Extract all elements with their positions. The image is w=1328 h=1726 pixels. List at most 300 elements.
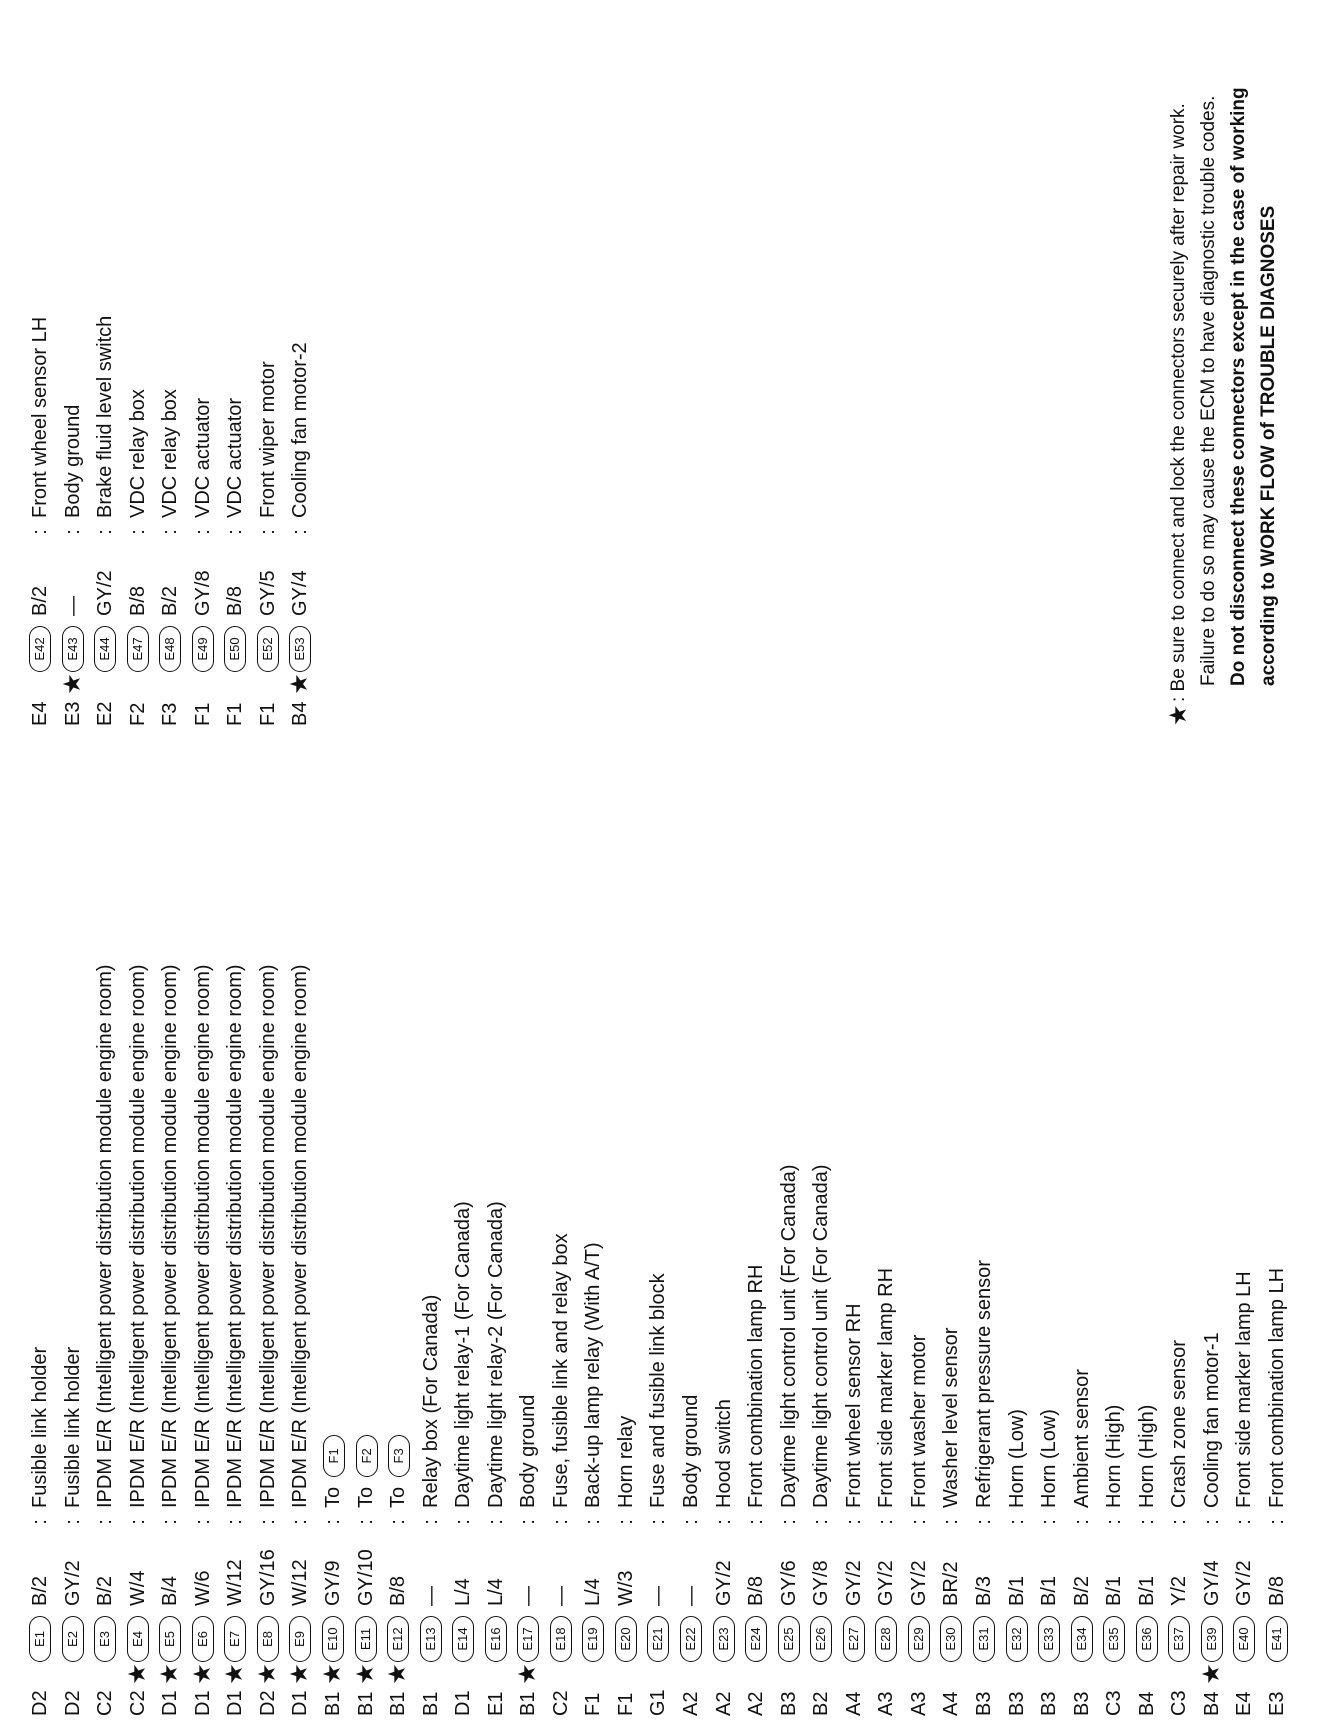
description-text: Front combination lamp RH	[745, 1264, 768, 1508]
connector-id: E27	[843, 1616, 865, 1662]
connector-description	[154, 964, 186, 1508]
note-line-2: Failure to do so may cause the ECM to have diagnostic trouble codes.	[1198, 95, 1219, 686]
grid-ref: D1	[159, 1690, 182, 1716]
connector-id: E23	[713, 1616, 735, 1662]
grid-ref: C2	[94, 1690, 117, 1716]
separator: :	[680, 1519, 702, 1525]
grid-ref: A4	[940, 1691, 963, 1716]
connector-description	[154, 389, 186, 518]
connector-color: GY/4	[289, 570, 312, 616]
grid-ref: F1	[614, 1692, 637, 1716]
connector-color: B/4	[159, 1575, 182, 1606]
connector-color: B/2	[29, 1575, 51, 1606]
connector-color: GY/2	[712, 1560, 735, 1606]
grid-ref: B3	[1070, 1691, 1093, 1716]
connector-color: —	[549, 1586, 572, 1606]
description-text: To	[321, 1486, 344, 1508]
separator: :	[387, 1519, 410, 1525]
connector-description	[903, 1335, 935, 1508]
connector-id: E42	[29, 626, 51, 672]
separator: :	[94, 1519, 117, 1525]
separator: :	[1103, 1519, 1126, 1525]
grid-ref: C2	[126, 1690, 149, 1716]
connector-description	[187, 964, 219, 1508]
description-text: Daytime light control unit (For Canada)	[777, 1164, 800, 1508]
separator: :	[875, 1519, 898, 1525]
connector-id: E17	[517, 1616, 539, 1662]
connector-color: GY/9	[321, 1560, 344, 1606]
connector-id: E39	[1201, 1616, 1223, 1662]
grid-ref: E1	[484, 1691, 507, 1716]
note-line-4: according to WORK FLOW of TROUBLE DIAGNOSES	[1258, 205, 1279, 686]
grid-ref: E4	[29, 701, 51, 726]
connector-id: E18	[550, 1616, 572, 1662]
connector-description	[57, 1347, 89, 1508]
connector-color: GY/4	[1200, 1560, 1223, 1606]
grid-ref: C3	[1103, 1690, 1126, 1716]
connector-description	[57, 405, 89, 518]
connector-id: E11	[355, 1616, 377, 1662]
description-text: VDC actuator	[224, 397, 247, 518]
separator: :	[224, 1519, 247, 1525]
separator: :	[1168, 1519, 1191, 1525]
description-text: IPDM E/R (Intelligent power distribution module engine room)	[159, 964, 182, 1508]
connector-id: E8	[257, 1616, 279, 1662]
star-icon: ★	[253, 1663, 281, 1685]
connector-id: E49	[192, 626, 214, 672]
connector-id: E28	[875, 1616, 897, 1662]
grid-ref: F1	[191, 702, 214, 726]
grid-ref: B4	[1200, 1691, 1223, 1716]
description-text: Washer level sensor	[940, 1327, 963, 1508]
grid-ref: G1	[647, 1689, 670, 1716]
grid-ref: B1	[354, 1691, 377, 1716]
connector-description	[512, 1395, 544, 1508]
description-text: VDC relay box	[159, 389, 182, 518]
connector-id: E22	[680, 1616, 702, 1662]
connector-color: B/1	[1005, 1575, 1028, 1606]
grid-ref: B3	[1005, 1691, 1028, 1716]
connector-color: —	[647, 1586, 670, 1606]
connector-description	[1163, 1340, 1195, 1508]
connector-description	[89, 316, 121, 518]
connector-color: B/1	[1135, 1575, 1158, 1606]
description-text: Ambient sensor	[1070, 1369, 1093, 1508]
grid-ref: B1	[387, 1691, 410, 1716]
grid-ref: F2	[126, 702, 149, 726]
connector-color: —	[61, 596, 84, 616]
connector-description	[415, 1295, 447, 1508]
connector-description	[642, 1273, 674, 1508]
connector-id: E33	[1038, 1616, 1060, 1662]
connector-id: E35	[1103, 1616, 1125, 1662]
star-icon: ★	[58, 673, 86, 695]
star-icon: ★	[123, 1663, 151, 1685]
separator: :	[1070, 1519, 1093, 1525]
connector-description	[1066, 1369, 1098, 1508]
connector-description	[1001, 1409, 1033, 1508]
connector-id: E48	[159, 626, 181, 672]
connector-description	[350, 1435, 382, 1508]
connector-color: GY/2	[1233, 1560, 1256, 1606]
separator: :	[94, 529, 117, 535]
grid-ref: D1	[452, 1690, 475, 1716]
description-text: IPDM E/R (Intelligent power distribution module engine room)	[94, 964, 117, 1508]
separator: :	[484, 1519, 507, 1525]
connector-id: E50	[224, 626, 246, 672]
connector-color: B/2	[29, 585, 51, 616]
grid-ref: B3	[972, 1691, 995, 1716]
description-text: Cooling fan motor-1	[1200, 1332, 1223, 1508]
connector-id: E14	[452, 1616, 474, 1662]
separator: :	[29, 1519, 51, 1525]
connector-color: W/12	[289, 1559, 312, 1606]
grid-ref: B1	[419, 1691, 442, 1716]
connector-id: E52	[257, 626, 279, 672]
connector-id: E34	[1071, 1616, 1093, 1662]
connector-description	[935, 1328, 967, 1508]
connector-description	[1261, 1268, 1293, 1508]
grid-ref: D2	[256, 1690, 279, 1716]
grid-ref: B2	[810, 1691, 833, 1716]
connector-color: B/2	[159, 585, 182, 616]
connector-id: E40	[1233, 1616, 1255, 1662]
description-text: Horn (Low)	[1038, 1409, 1061, 1508]
star-icon: ★	[286, 1663, 314, 1685]
connector-id: E37	[1168, 1616, 1190, 1662]
description-text: Fuse, fusible link and relay box	[549, 1233, 572, 1508]
connector-color: GY/10	[354, 1549, 377, 1606]
separator: :	[1265, 1519, 1288, 1525]
connector-description	[1196, 1332, 1228, 1508]
connector-color: B/1	[1038, 1575, 1061, 1606]
separator: :	[191, 1519, 214, 1525]
star-icon: ★	[351, 1663, 379, 1685]
connector-color: GY/2	[842, 1560, 865, 1606]
connector-id: E19	[582, 1616, 604, 1662]
separator: :	[321, 1519, 344, 1525]
grid-ref: A3	[907, 1691, 930, 1716]
star-icon: ★	[1197, 1663, 1225, 1685]
separator: :	[159, 529, 182, 535]
grid-ref: C3	[1168, 1690, 1191, 1716]
connector-id: E5	[159, 1616, 181, 1662]
connector-description	[968, 1260, 1000, 1508]
connector-color: B/2	[1070, 1575, 1093, 1606]
separator: :	[1233, 1519, 1256, 1525]
separator: :	[517, 1519, 540, 1525]
connector-description	[675, 1395, 707, 1508]
connector-description	[252, 361, 284, 518]
connector-color: GY/16	[256, 1549, 279, 1606]
connector-description	[24, 317, 56, 518]
grid-ref: D2	[61, 1690, 84, 1716]
separator: :	[972, 1519, 995, 1525]
connector-id: E26	[810, 1616, 832, 1662]
separator: :	[810, 1519, 833, 1525]
separator: :	[126, 529, 149, 535]
connector-description	[740, 1265, 772, 1508]
connector-id: E41	[1266, 1616, 1288, 1662]
grid-ref: D2	[29, 1690, 51, 1716]
description-text: Crash zone sensor	[1168, 1340, 1191, 1508]
separator: :	[61, 1519, 84, 1525]
grid-ref: F3	[159, 702, 182, 726]
separator: :	[191, 529, 214, 535]
connector-description	[870, 1268, 902, 1508]
description-text: Fuse and fusible link block	[647, 1273, 670, 1508]
grid-ref: D1	[289, 1690, 312, 1716]
connector-id: E9	[289, 1616, 311, 1662]
description-text: Front side marker lamp RH	[875, 1267, 898, 1508]
connector-description	[1098, 1405, 1130, 1508]
connector-color: GY/8	[191, 570, 214, 616]
connector-id: E7	[224, 1616, 246, 1662]
connector-description	[1033, 1409, 1065, 1508]
separator: :	[159, 1519, 182, 1525]
grid-ref: E3	[61, 701, 84, 726]
connector-color: B/8	[1265, 1575, 1288, 1606]
connector-id: E25	[778, 1616, 800, 1662]
grid-ref: F1	[582, 1692, 605, 1716]
separator: :	[61, 529, 84, 535]
grid-ref: B1	[321, 1691, 344, 1716]
separator: :	[777, 1519, 800, 1525]
separator: :	[647, 1519, 670, 1525]
separator: :	[1200, 1519, 1223, 1525]
grid-ref: E4	[1233, 1691, 1256, 1716]
connector-color: B/8	[126, 585, 149, 616]
grid-ref: E3	[1265, 1691, 1288, 1716]
connector-description	[219, 398, 251, 518]
connector-description	[382, 1435, 414, 1508]
sub-connector-id: F2	[356, 1435, 378, 1477]
connector-description	[610, 1416, 642, 1508]
star-icon: ★	[188, 1663, 216, 1685]
grid-ref: B4	[289, 701, 312, 726]
connector-description	[480, 1201, 512, 1508]
connector-id: E31	[973, 1616, 995, 1662]
connector-color: GY/6	[777, 1560, 800, 1606]
connector-color: W/12	[224, 1559, 247, 1606]
description-text: Horn relay	[614, 1415, 637, 1508]
description-text: Horn (High)	[1135, 1404, 1158, 1508]
connector-description	[252, 964, 284, 1508]
connector-color: BR/2	[940, 1561, 963, 1606]
connector-color: GY/2	[61, 1560, 84, 1606]
description-text: Front washer motor	[907, 1334, 930, 1508]
grid-ref: D1	[224, 1690, 247, 1716]
note-line-3: Do not disconnect these connectors except in the case of working	[1228, 87, 1249, 686]
connector-color: W/6	[191, 1570, 214, 1606]
grid-ref: A2	[712, 1691, 735, 1716]
description-text: IPDM E/R (Intelligent power distribution module engine room)	[191, 964, 214, 1508]
connector-color: —	[680, 1586, 702, 1606]
connector-description	[577, 1242, 609, 1508]
connector-color: Y/2	[1168, 1575, 1191, 1606]
connector-id: E2	[62, 1616, 84, 1662]
star-icon: ★	[514, 1663, 542, 1685]
connector-color: W/3	[614, 1570, 637, 1606]
separator: :	[940, 1519, 963, 1525]
description-text: Refrigerant pressure sensor	[972, 1260, 995, 1508]
connector-color: L/4	[582, 1578, 605, 1606]
connector-description	[122, 389, 154, 518]
star-icon: ★	[286, 673, 314, 695]
star-icon: ★	[156, 1663, 184, 1685]
connector-id: E24	[745, 1616, 767, 1662]
description-text: To	[354, 1486, 377, 1508]
connector-description	[219, 964, 251, 1508]
connector-id: E13	[420, 1616, 442, 1662]
description-text: Daytime light relay-1 (For Canada)	[452, 1201, 475, 1508]
grid-ref: B3	[1038, 1691, 1061, 1716]
description-text: To	[387, 1486, 410, 1508]
description-text: Front wheel sensor RH	[842, 1303, 865, 1508]
connector-color: —	[517, 1586, 540, 1606]
description-text: Body ground	[517, 1394, 540, 1508]
separator: :	[582, 1519, 605, 1525]
connector-color: GY/2	[94, 570, 117, 616]
connector-id: E43	[62, 626, 84, 672]
sub-connector-id: F1	[323, 1435, 345, 1477]
connector-color: B/2	[94, 1575, 117, 1606]
description-text: IPDM E/R (Intelligent power distribution module engine room)	[289, 964, 312, 1508]
separator: :	[1038, 1519, 1061, 1525]
description-text: Daytime light control unit (For Canada)	[810, 1164, 833, 1508]
grid-ref: E2	[94, 701, 117, 726]
connector-id: E32	[1006, 1616, 1028, 1662]
connector-id: E16	[485, 1616, 507, 1662]
connector-color: GY/5	[256, 570, 279, 616]
separator: :	[354, 1519, 377, 1525]
connector-description	[447, 1201, 479, 1508]
connector-description	[89, 964, 121, 1508]
connector-id: E10	[322, 1616, 344, 1662]
description-text: Fusible link holder	[29, 1346, 51, 1508]
connector-id: E21	[647, 1616, 669, 1662]
connector-color: B/8	[387, 1575, 410, 1606]
description-text: Cooling fan motor-2	[289, 342, 312, 518]
description-text: Relay box (For Canada)	[419, 1294, 442, 1508]
connector-description	[1228, 1271, 1260, 1508]
separator: :	[549, 1519, 572, 1525]
description-text: Body ground	[61, 404, 84, 518]
connector-description	[187, 398, 219, 518]
description-text: IPDM E/R (Intelligent power distribution module engine room)	[126, 964, 149, 1508]
connector-id: E4	[127, 1616, 149, 1662]
description-text: Back-up lamp relay (With A/T)	[582, 1242, 605, 1508]
description-text: IPDM E/R (Intelligent power distribution module engine room)	[224, 964, 247, 1508]
connector-color: W/4	[126, 1570, 149, 1606]
connector-id: E30	[940, 1616, 962, 1662]
description-text: Front combination lamp LH	[1265, 1267, 1288, 1508]
description-text: Horn (High)	[1103, 1404, 1126, 1508]
connector-id: E12	[387, 1616, 409, 1662]
note-line-1: : Be sure to connect and lock the connectors securely after repair work.	[1168, 103, 1189, 702]
connector-color: B/8	[745, 1575, 768, 1606]
connector-color: L/4	[452, 1578, 475, 1606]
description-text: Daytime light relay-2 (For Canada)	[484, 1201, 507, 1508]
connector-color: B/3	[972, 1575, 995, 1606]
connector-description	[708, 1399, 740, 1508]
separator: :	[452, 1519, 475, 1525]
grid-ref: B3	[777, 1691, 800, 1716]
star-icon: ★	[318, 1663, 346, 1685]
separator: :	[419, 1519, 442, 1525]
grid-ref: A4	[842, 1691, 865, 1716]
separator: :	[1135, 1519, 1158, 1525]
description-text: Hood switch	[712, 1399, 735, 1508]
separator: :	[289, 529, 312, 535]
grid-ref: D1	[191, 1690, 214, 1716]
connector-color: —	[419, 1586, 442, 1606]
description-text: VDC relay box	[126, 389, 149, 518]
description-text: VDC actuator	[191, 397, 214, 518]
separator: :	[842, 1519, 865, 1525]
description-text: Front wiper motor	[256, 361, 279, 518]
connector-description	[838, 1303, 870, 1508]
grid-ref: B1	[517, 1691, 540, 1716]
separator: :	[256, 529, 279, 535]
connector-description	[284, 342, 316, 518]
separator: :	[907, 1519, 930, 1525]
connector-color: B/1	[1103, 1575, 1126, 1606]
separator: :	[289, 1519, 312, 1525]
separator: :	[1005, 1519, 1028, 1525]
connector-description	[317, 1435, 349, 1508]
sub-connector-id: F3	[388, 1435, 410, 1477]
connector-id: E53	[289, 626, 311, 672]
separator: :	[745, 1519, 768, 1525]
grid-ref: F1	[256, 702, 279, 726]
star-icon: ★	[221, 1663, 249, 1685]
description-text: Body ground	[680, 1394, 702, 1508]
connector-id: E6	[192, 1616, 214, 1662]
description-text: Front side marker lamp LH	[1233, 1271, 1256, 1508]
description-text: IPDM E/R (Intelligent power distribution module engine room)	[256, 964, 279, 1508]
connector-id: E47	[127, 626, 149, 672]
separator: :	[712, 1519, 735, 1525]
connector-color: B/8	[224, 585, 247, 616]
connector-description	[805, 1165, 837, 1508]
connector-color: GY/2	[875, 1560, 898, 1606]
connector-color: GY/8	[810, 1560, 833, 1606]
description-text: Front wheel sensor LH	[29, 316, 51, 518]
connector-description	[545, 1233, 577, 1508]
connector-color: GY/2	[907, 1560, 930, 1606]
connector-description	[122, 964, 154, 1508]
connector-id: E20	[615, 1616, 637, 1662]
grid-ref: A2	[680, 1691, 702, 1716]
connector-description	[284, 964, 316, 1508]
connector-description	[1131, 1405, 1163, 1508]
connector-id: E36	[1136, 1616, 1158, 1662]
connector-description	[24, 1347, 56, 1508]
grid-ref: A3	[875, 1691, 898, 1716]
grid-ref: C2	[549, 1690, 572, 1716]
grid-ref: A2	[745, 1691, 768, 1716]
separator: :	[29, 529, 51, 535]
separator: :	[224, 529, 247, 535]
connector-id: E1	[29, 1616, 51, 1662]
description-text: Horn (Low)	[1005, 1409, 1028, 1508]
connector-color: L/4	[484, 1578, 507, 1606]
grid-ref: F1	[224, 702, 247, 726]
separator: :	[614, 1519, 637, 1525]
connector-description	[773, 1165, 805, 1508]
connector-id: E29	[908, 1616, 930, 1662]
